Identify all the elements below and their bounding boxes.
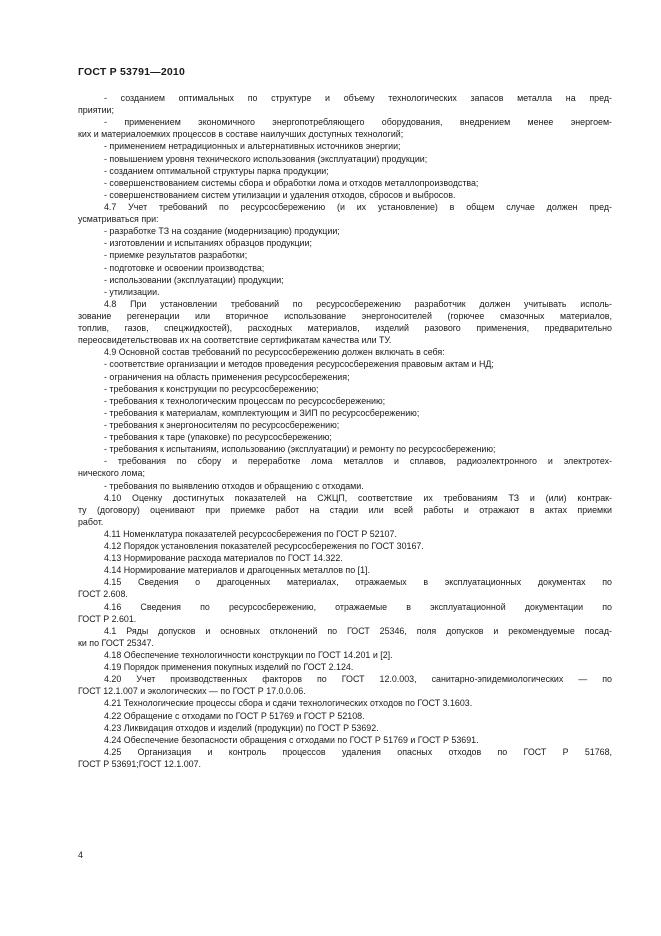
text-line: - требования по сбору и переработке лома металлов и сплавов, радиоэлектронного и электротех- (104, 456, 612, 467)
text-line: - применением экономичного энергопотребляющего оборудования, внедрением менее энергоем- (104, 117, 612, 128)
text-line: зование регенерации или вторичное использование энергоносителей (горючее смазочных материалов, (78, 310, 612, 321)
text-line: - приемке результатов разработки; (104, 250, 248, 261)
text-line: - требования к таре (упаковке) по ресурсосбережению; (104, 432, 332, 443)
text-line: 4.20 Учет производственных факторов по ГОСТ 12.0.003, санитарно-эпидемиологических — по (104, 674, 612, 685)
text-line: ГОСТ Р 2.601. (78, 613, 137, 624)
text-line: - изготовлении и испытаниях образцов продукции; (104, 238, 312, 249)
text-line: - требования к материалам, комплектующим и ЗИП по ресурсосбережению; (104, 407, 420, 418)
text-line: 4.24 Обеспечение безопасности обращения с отходами по ГОСТ Р 51769 и ГОСТ Р 53691. (104, 734, 479, 745)
page-number: 4 (78, 850, 84, 860)
text-line: работ. (78, 516, 104, 527)
text-line: - соответствие организации и методов проведения ресурсосбережения правовым актам и НД; (104, 359, 494, 370)
text-line: - требования по выявлению отходов и обращению с отходами. (104, 480, 364, 491)
text-line: - совершенствованием систем утилизации и удаления отходов, сбросов и выбросов. (104, 189, 456, 200)
text-line: 4.9 Основной состав требований по ресурсосбережению должен включать в себя: (104, 347, 445, 358)
text-line: ки по ГОСТ 25347. (78, 637, 154, 648)
text-line: - ограничения на область применения ресурсосбережения; (104, 371, 350, 382)
text-line: - совершенствованием системы сбора и обработки лома и отходов металлопроизводства; (104, 177, 479, 188)
text-line: - подготовке и освоении производства; (104, 262, 265, 273)
text-line: 4.19 Порядок применения покупных изделий по ГОСТ 2.124. (104, 662, 354, 673)
document-body (78, 92, 612, 770)
text-line: 4.14 Нормирование материалов и драгоценных металлов по [1]. (104, 565, 370, 576)
text-line: приятии; (78, 105, 114, 116)
text-line: 4.8 При установлении требований по ресурсосбережению разработчик должен учитывать исполь- (104, 298, 612, 309)
text-line: переосвидетельствовав их на соответствие сертификатам качества или ТУ. (78, 335, 392, 346)
text-line: - требования к технологическим процессам по ресурсосбережению; (104, 395, 386, 406)
text-line: - требования к энергоносителям по ресурсосбережению; (104, 419, 340, 430)
text-line: ких и материалоемких процессов в составе наилучших доступных технологий; (78, 129, 404, 140)
text-line: 4.12 Порядок установления показателей ресурсосбережения по ГОСТ 30167. (104, 541, 424, 552)
text-line: 4.13 Нормирование расхода материалов по ГОСТ 14.322. (104, 553, 343, 564)
text-line: усматриваться при: (78, 214, 159, 225)
text-line: нического лома; (78, 468, 145, 479)
text-line: - повышением уровня технического использования (эксплуатации) продукции; (104, 153, 428, 164)
text-line: - созданием оптимальной структуры парка продукции; (104, 165, 329, 176)
text-line: ту (договору) оценивают при приемке работ на стадии или всей работы и отражают в актах приемки (78, 504, 612, 515)
text-line: 4.10 Оценку достигнутых показателей на СЖЦП, соответствие их требованиям ТЗ и (или) контрак- (104, 492, 612, 503)
text-line: 4.21 Технологические процессы сбора и сдачи технологических отходов по ГОСТ 3.1603. (104, 698, 473, 709)
text-line: - требования к испытаниям, использованию (эксплуатации) и ремонту по ресурсосбережению; (104, 444, 496, 455)
text-line: 4.25 Организация и контроль процессов удаления опасных отходов по ГОСТ Р 51768, (104, 746, 612, 757)
text-line: 4.11 Номенклатура показателей ресурсосбережения по ГОСТ Р 52107. (104, 528, 397, 539)
page-header: ГОСТ Р 53791—2010 (78, 66, 186, 78)
text-line: 4.22 Обращение с отходами по ГОСТ Р 51769 и ГОСТ Р 52108. (104, 710, 365, 721)
text-line: - утилизации. (104, 286, 160, 297)
text-line: - использовании (эксплуатации) продукции; (104, 274, 284, 285)
text-line: ГОСТ 2.608. (78, 589, 128, 600)
text-line: 4.16 Сведения по ресурсосбережению, отражаемые в эксплуатационной документации по (104, 601, 612, 612)
text-line: 4.15 Сведения о драгоценных материалах, отражаемых в эксплуатационных документах по (104, 577, 612, 588)
text-line: топлив, газов, спецжидкостей), расходных материалов, изделий разового применения, предварительно (78, 323, 612, 334)
text-line: - созданием оптимальных по структуре и объему технологических запасов металла на пред- (104, 93, 612, 103)
text-line: - применением нетрадиционных и альтернативных источников энергии; (104, 141, 401, 152)
text-line: 4.1 Ряды допусков и основных отклонений по ГОСТ 25346, поля допусков и рекомендуемые посад- (104, 625, 612, 636)
text-line: - разработке ТЗ на создание (модернизацию) продукции; (104, 226, 340, 237)
text-line: - требования к конструкции по ресурсосбережению; (104, 383, 319, 394)
text-line: ГОСТ Р 53691;ГОСТ 12.1.007. (78, 759, 201, 770)
text-line: ГОСТ 12.1.007 и экологических — по ГОСТ Р 17.0.0.06. (78, 686, 306, 697)
text-line: 4.18 Обеспечение технологичности конструкции по ГОСТ 14.201 и [2]. (104, 650, 393, 661)
text-line: 4.23 Ликвидация отходов и изделий (продукции) по ГОСТ Р 53692. (104, 722, 379, 733)
text-line: 4.7 Учет требований по ресурсосбережению (и их установление) в общем случае должен пред- (104, 201, 612, 212)
